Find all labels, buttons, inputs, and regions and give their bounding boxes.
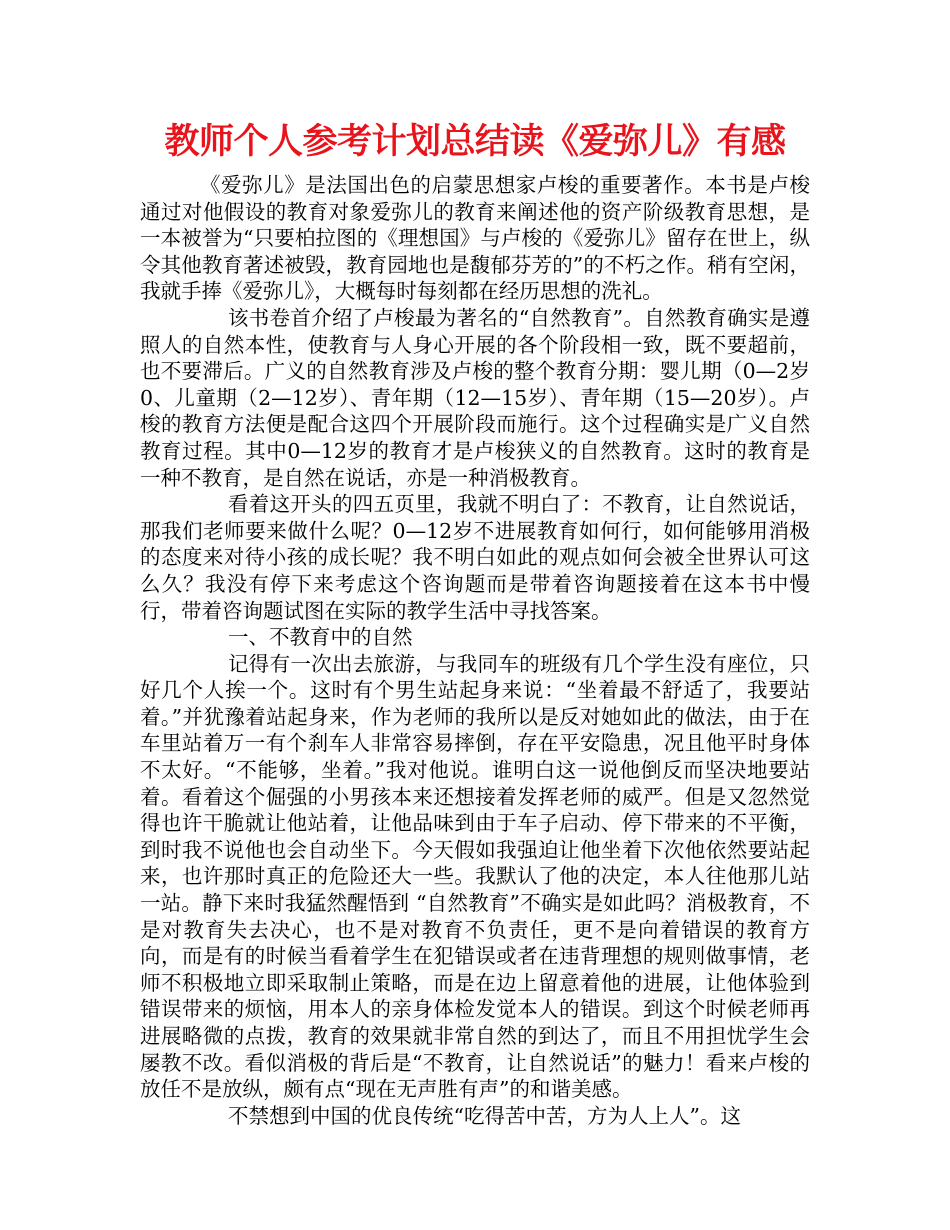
- paragraph-question: 看着这开头的四五页里，我就不明白了：不教育，让自然说话，那我们老师要来做什么呢？0—12岁不进展教育如何行，如何能够用消极的态度来对待小孩的成长呢？我不明白如此的观点如何会被全世界认可这么久？我没有停下来考虑这个咨询题而是带着咨询题接着在这本书中慢行，带着咨询题试图在实际的教学生活中寻找答案。: [140, 492, 810, 623]
- paragraph-travel-story: 记得有一次出去旅游，与我同车的班级有几个学生没有座位，只好几个人挨一个。这时有个男生站起身来说：“坐着最不舒适了，我要站着。”并犹豫着站起身来，作为老师的我所以是反对她如此的做法，由于在车里站着万一有个刹车人非常容易摔倒，存在平安隐患，况且他平时身体不太好。“不能够，坐着。”我对他说。谁明白这一说他倒反而坚决地要站着。看着这个倔强的小男孩本来还想接着发挥老师的威严。但是又忽然觉得也许干脆就让他站着，让他品味到由于车子启动、停下带来的不平衡，到时我不说他也会自动坐下。今天假如我强迫让他坐着下次他依然要站起来，也许那时真正的危险还大一些。我默认了他的决定，本人往他那儿站一站。静下来时我猛然醒悟到 “自然教育”不确实是如此吗？消极教育，不是对教育失去决心，也不是对教育不负责任，更不是向着错误的教育方向，而是有的时候当看着学生在犯错误或者在违背理想的规则做事情，老师不积极地立即采取制止策略，而是在边上留意着他的进展，让他体验到错误带来的烦恼，用本人的亲身体检发觉本人的错误。到这个时候老师再进展略微的点拨，教育的效果就非常自然的到达了，而且不用担忧学生会屡教不改。看似消极的背后是“不教育，让自然说话”的魅力！看来卢梭的放任不是放纵，颇有点“现在无声胜有声”的和谐美感。: [140, 651, 810, 1102]
- document-page: [140, 118, 810, 1129]
- paragraph-chinese-tradition: 不禁想到中国的优良传统“吃得苦中苦，方为人上人”。这: [228, 1103, 741, 1128]
- paragraph-intro: 《爱弥儿》是法国出色的启蒙思想家卢梭的重要著作。本书是卢梭通过对他假设的教育对象爱弥儿的教育来阐述他的资产阶级教育思想，是一本被誉为“只要柏拉图的《理想国》与卢梭的《爱弥儿》留存在世上，纵令其他教育著述被毁，教育园地也是馥郁芬芳的”的不朽之作。稍有空闲，我就手捧《爱弥儿》，大概每时每刻都在经历思想的洗礼。: [140, 173, 810, 304]
- paragraph-natural-education: 该书卷首介绍了卢梭最为著名的“自然教育”。自然教育确实是遵照人的自然本性，使教育与人身心开展的各个阶段相一致，既不要超前，也不要滞后。广义的自然教育涉及卢梭的整个教育分期：婴儿期（0—2岁0、儿童期（2—12岁）、青年期（12—15岁）、青年期（15—20岁）。卢梭的教育方法便是配合这四个开展阶段而施行。这个过程确实是广义自然教育过程。其中0—12岁的教育才是卢梭狭义的自然教育。这时的教育是一种不教育，是自然在说话，亦是一种消极教育。: [140, 305, 810, 490]
- document-title: 教师个人参考计划总结读《爱弥儿》有感: [164, 121, 786, 162]
- section-heading: 一、不教育中的自然: [228, 625, 413, 650]
